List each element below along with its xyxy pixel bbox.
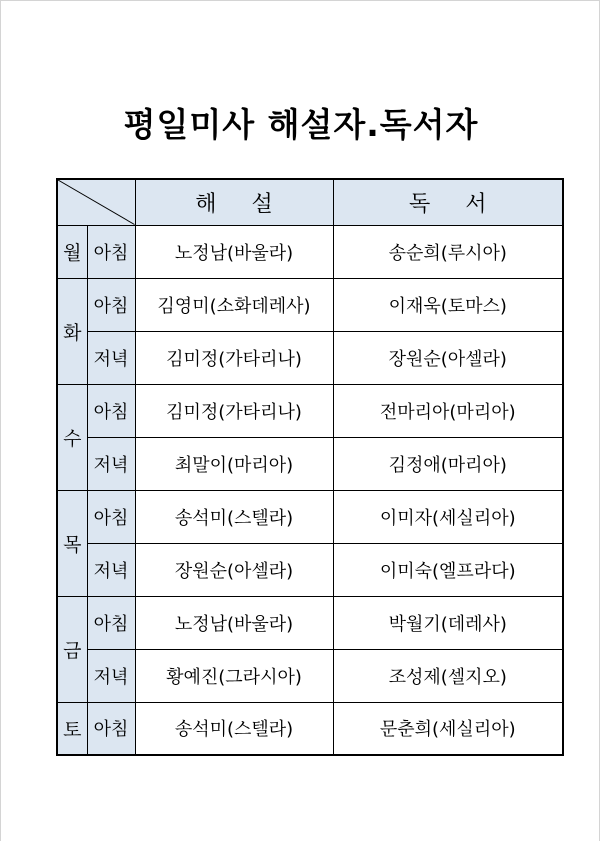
reader-cell: 이재욱(토마스) bbox=[333, 278, 563, 331]
time-cell: 저녁 bbox=[87, 331, 135, 384]
commentator-cell: 김미정(가타리나) bbox=[135, 331, 333, 384]
reader-cell: 문춘희(세실리아) bbox=[333, 702, 563, 755]
commentator-cell: 송석미(스텔라) bbox=[135, 702, 333, 755]
day-cell-wed: 수 bbox=[57, 384, 87, 490]
schedule-table bbox=[56, 178, 564, 756]
reader-cell: 조성제(셀지오) bbox=[333, 649, 563, 702]
table-row bbox=[57, 649, 563, 702]
time-cell: 저녁 bbox=[87, 543, 135, 596]
header-commentator bbox=[135, 179, 333, 225]
time-cell: 아침 bbox=[87, 225, 135, 278]
table-row bbox=[57, 702, 563, 755]
diagonal-corner-cell bbox=[57, 179, 135, 225]
commentator-cell: 황예진(그라시아) bbox=[135, 649, 333, 702]
reader-cell: 김정애(마리아) bbox=[333, 437, 563, 490]
header-reader bbox=[333, 179, 563, 225]
time-cell: 아침 bbox=[87, 596, 135, 649]
header-reader-label: 독 서 bbox=[409, 191, 487, 217]
diagonal-line bbox=[58, 180, 135, 225]
reader-cell: 전마리아(마리아) bbox=[333, 384, 563, 437]
time-cell: 아침 bbox=[87, 384, 135, 437]
table-row bbox=[57, 543, 563, 596]
commentator-cell: 최말이(마리아) bbox=[135, 437, 333, 490]
day-cell-thu: 목 bbox=[57, 490, 87, 596]
page-title: 평일미사 해설자.독서자 bbox=[123, 105, 479, 144]
header-commentator-label: 해 설 bbox=[195, 191, 273, 217]
reader-cell: 이미숙(엘프라다) bbox=[333, 543, 563, 596]
reader-cell: 송순희(루시아) bbox=[333, 225, 563, 278]
time-cell: 아침 bbox=[87, 490, 135, 543]
commentator-cell: 노정남(바울라) bbox=[135, 225, 333, 278]
day-cell-mon: 월 bbox=[57, 225, 87, 278]
table-row bbox=[57, 225, 563, 278]
commentator-cell: 김미정(가타리나) bbox=[135, 384, 333, 437]
commentator-cell: 김영미(소화데레사) bbox=[135, 278, 333, 331]
time-cell: 아침 bbox=[87, 278, 135, 331]
table-row bbox=[57, 437, 563, 490]
day-cell-sat: 토 bbox=[57, 702, 87, 755]
reader-cell: 이미자(세실리아) bbox=[333, 490, 563, 543]
time-cell: 저녁 bbox=[87, 649, 135, 702]
reader-cell: 박월기(데레사) bbox=[333, 596, 563, 649]
time-cell: 아침 bbox=[87, 702, 135, 755]
table-row bbox=[57, 278, 563, 331]
commentator-cell: 장원순(아셀라) bbox=[135, 543, 333, 596]
table-row bbox=[57, 490, 563, 543]
commentator-cell: 노정남(바울라) bbox=[135, 596, 333, 649]
reader-cell: 장원순(아셀라) bbox=[333, 331, 563, 384]
day-cell-tue: 화 bbox=[57, 278, 87, 384]
commentator-cell: 송석미(스텔라) bbox=[135, 490, 333, 543]
time-cell: 저녁 bbox=[87, 437, 135, 490]
table-row bbox=[57, 331, 563, 384]
header-row bbox=[57, 179, 563, 225]
table-row bbox=[57, 384, 563, 437]
day-cell-fri: 금 bbox=[57, 596, 87, 702]
table-row bbox=[57, 596, 563, 649]
